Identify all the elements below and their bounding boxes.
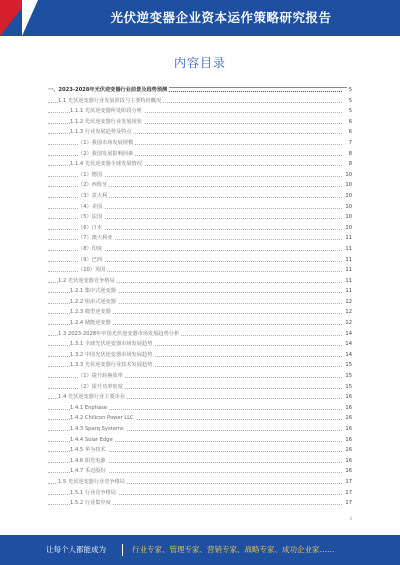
toc-entry-page: 11	[343, 276, 352, 287]
toc-entry-label: 1.1.2 光伏逆变器行业发展现状	[70, 117, 144, 128]
toc-entry-page: 15	[343, 382, 352, 393]
toc-entry[interactable]	[48, 286, 352, 297]
toc-entry-label: 1.4 光伏逆变器行业主要企业	[58, 392, 127, 403]
toc-entry-page: 8	[347, 159, 352, 170]
toc-entry[interactable]	[48, 159, 352, 170]
toc-entry-label: 1.2.2 组串式逆变器	[70, 297, 118, 308]
report-title: 光伏逆变器企业资本运作策略研究报告	[110, 10, 332, 25]
toc-entry-page: 6	[347, 127, 352, 138]
toc-entry-label: 1.4.5 华为技术	[70, 445, 108, 456]
header-white-stripe	[22, 0, 38, 36]
toc-entry[interactable]	[48, 191, 352, 202]
toc-entry-label: （5）法国	[78, 212, 104, 223]
toc-entry[interactable]	[48, 488, 352, 499]
toc-entry-page: 10	[343, 170, 352, 181]
toc-entry-label: 一、2023-2028年光伏逆变器行业前景及趋势预测	[48, 85, 169, 96]
toc-entry[interactable]	[48, 180, 352, 191]
toc-entry[interactable]	[48, 85, 352, 96]
toc-entry-page: 14	[343, 339, 352, 350]
toc-entry-page: 11	[343, 244, 352, 255]
toc-entry-page: 8	[347, 149, 352, 160]
toc-entry-label: 1.1 光伏逆变器行业发展阶段与主要特征概况	[58, 96, 163, 107]
toc-entry[interactable]	[48, 244, 352, 255]
toc-entry-label: 1.3.3 光伏逆变器行业技术发展趋势	[70, 360, 154, 371]
toc-entry-page: 17	[343, 488, 352, 499]
toc-entry[interactable]	[48, 382, 352, 393]
toc-entry[interactable]	[48, 117, 352, 128]
footer-slogan-left: 让每个人都能成为	[46, 545, 106, 554]
toc-entry-label: 1.2.1 集中式逆变器	[70, 286, 118, 297]
toc-entry-label: （2）我国发展影响因素	[78, 149, 135, 160]
header-banner	[0, 0, 400, 36]
toc-entry-page: 16	[343, 466, 352, 477]
toc-entry[interactable]	[48, 466, 352, 477]
toc-entry-label: 1.1.4 光伏逆变器全球发展情况	[70, 159, 144, 170]
toc-entry-page: 14	[343, 329, 352, 340]
toc-entry-page: 16	[343, 392, 352, 403]
toc-entry[interactable]	[48, 498, 352, 509]
toc-entry[interactable]	[48, 149, 352, 160]
toc-entry-label: （7）澳大利亚	[78, 233, 114, 244]
footer-banner	[0, 535, 400, 565]
toc-entry[interactable]	[48, 456, 352, 467]
toc-entry-label: 1.4.3 Sparq Systems	[70, 424, 126, 435]
toc-entry-label: 1.1.3 行业发展趋势及特点	[70, 127, 134, 138]
toc-entry-label: 1.3 2023-2028年中国光伏逆变器市场发展趋势分析	[58, 329, 181, 340]
toc-entry-label: （8）印度	[78, 244, 104, 255]
toc-entry[interactable]	[48, 371, 352, 382]
toc-entry-page: 14	[343, 350, 352, 361]
toc-entry-page: 11	[343, 233, 352, 244]
toc-entry[interactable]	[48, 318, 352, 329]
toc-entry-label: （1）我国市场发展规模	[78, 138, 135, 149]
toc-entry-label: 1.5.1 行业竞争格局	[70, 488, 118, 499]
toc-entry-label: 1.4.1 Enphase	[70, 403, 109, 414]
toc-entry[interactable]	[48, 297, 352, 308]
toc-entry-page: 11	[343, 255, 352, 266]
toc-entry-label: （4）美国	[78, 202, 104, 213]
toc-entry[interactable]	[48, 127, 352, 138]
toc-entry-page: 16	[343, 456, 352, 467]
toc-entry[interactable]	[48, 265, 352, 276]
toc-entry[interactable]	[48, 276, 352, 287]
toc-entry-page: 12	[343, 307, 352, 318]
toc-entry-page: 10	[343, 202, 352, 213]
toc-entry-page: 17	[343, 477, 352, 488]
toc-entry[interactable]	[48, 223, 352, 234]
toc-entry-page: 12	[343, 297, 352, 308]
toc-entry-label: 1.4.4 Solar Edge	[70, 435, 115, 446]
toc-entry-page: 16	[343, 403, 352, 414]
toc-entry-page: 10	[343, 180, 352, 191]
toc-entry[interactable]	[48, 350, 352, 361]
toc-entry-page: 11	[343, 286, 352, 297]
toc-entry-label: 1.5 光伏逆变器行业竞争格局	[58, 477, 127, 488]
toc-entry[interactable]	[48, 339, 352, 350]
toc-entry[interactable]	[48, 360, 352, 371]
toc-entry[interactable]	[48, 212, 352, 223]
toc-entry-page: 16	[343, 424, 352, 435]
toc-entry-label: 1.2 光伏逆变器竞争格局	[58, 276, 117, 287]
toc-entry[interactable]	[48, 202, 352, 213]
toc-entry-label: 1.2.4 储能逆变器	[70, 318, 113, 329]
toc-entry-label: 1.4.7 禾迈股份	[70, 466, 108, 477]
toc-entry[interactable]	[48, 424, 352, 435]
toc-entry[interactable]	[48, 170, 352, 181]
toc-entry-label: （1）德国	[78, 170, 104, 181]
toc-entry-page: 15	[343, 371, 352, 382]
toc-entry-page: 16	[343, 413, 352, 424]
toc-entry-label: （1）提升转换效率	[78, 371, 125, 382]
footer-separator	[122, 544, 123, 556]
toc-entry-page: 15	[343, 360, 352, 371]
toc-entry[interactable]	[48, 307, 352, 318]
toc-entry[interactable]	[48, 477, 352, 488]
toc-entry[interactable]	[48, 138, 352, 149]
toc-entry-label: （2）提升功率密度	[78, 382, 125, 393]
toc-entry-page: 16	[343, 445, 352, 456]
toc-entry-label: 1.3.1 全球光伏逆变器市场发展趋势	[70, 339, 154, 350]
toc-entry-page: 5	[347, 96, 352, 107]
toc-entry-page: 5	[347, 106, 352, 117]
toc-entry[interactable]	[48, 392, 352, 403]
toc-entry-page: 10	[343, 223, 352, 234]
toc-entry-page: 17	[343, 498, 352, 509]
toc-entry[interactable]	[48, 106, 352, 117]
toc-entry[interactable]	[48, 255, 352, 266]
page-number: 4	[349, 516, 352, 521]
toc-entry-page: 10	[343, 212, 352, 223]
toc-entry[interactable]	[48, 96, 352, 107]
toc-heading: 内容目录	[173, 56, 226, 70]
toc-entry[interactable]	[48, 435, 352, 446]
toc-entry-label: 1.5.2 行业集中度	[70, 498, 113, 509]
toc-entry[interactable]	[48, 413, 352, 424]
toc-entry[interactable]	[48, 403, 352, 414]
toc-entry-label: 1.3.2 中国光伏逆变器市场发展趋势	[70, 350, 154, 361]
footer-slogan-right: 行业专家、管理专家、营销专家、战略专家、成功企业家……	[132, 545, 335, 554]
toc-entry-label: 1.2.3 微型逆变器	[70, 307, 113, 318]
toc-entry-label: （6）日本	[78, 223, 104, 234]
toc-entry-page: 11	[343, 265, 352, 276]
table-of-contents	[48, 85, 352, 509]
toc-entry-label: 1.4.6 阳光电源	[70, 456, 108, 467]
toc-entry-page: 12	[343, 318, 352, 329]
toc-entry[interactable]	[48, 233, 352, 244]
toc-entry-label: （3）意大利	[78, 191, 109, 202]
toc-entry-label: 1.4.2 Chilicon Power LLC	[70, 413, 136, 424]
toc-entry-page: 10	[343, 191, 352, 202]
toc-entry-page: 6	[347, 117, 352, 128]
toc-entry-page: 7	[347, 138, 352, 149]
toc-entry-page: 5	[347, 85, 352, 96]
toc-entry-label: （9）巴西	[78, 255, 104, 266]
toc-entry[interactable]	[48, 445, 352, 456]
toc-entry-label: （2）西班牙	[78, 180, 109, 191]
toc-entry-label: 1.1.1 光伏逆变器所处阶段分析	[70, 106, 144, 117]
toc-entry-page: 16	[343, 435, 352, 446]
toc-entry[interactable]	[48, 329, 352, 340]
toc-entry-label: （10）英国	[78, 265, 107, 276]
